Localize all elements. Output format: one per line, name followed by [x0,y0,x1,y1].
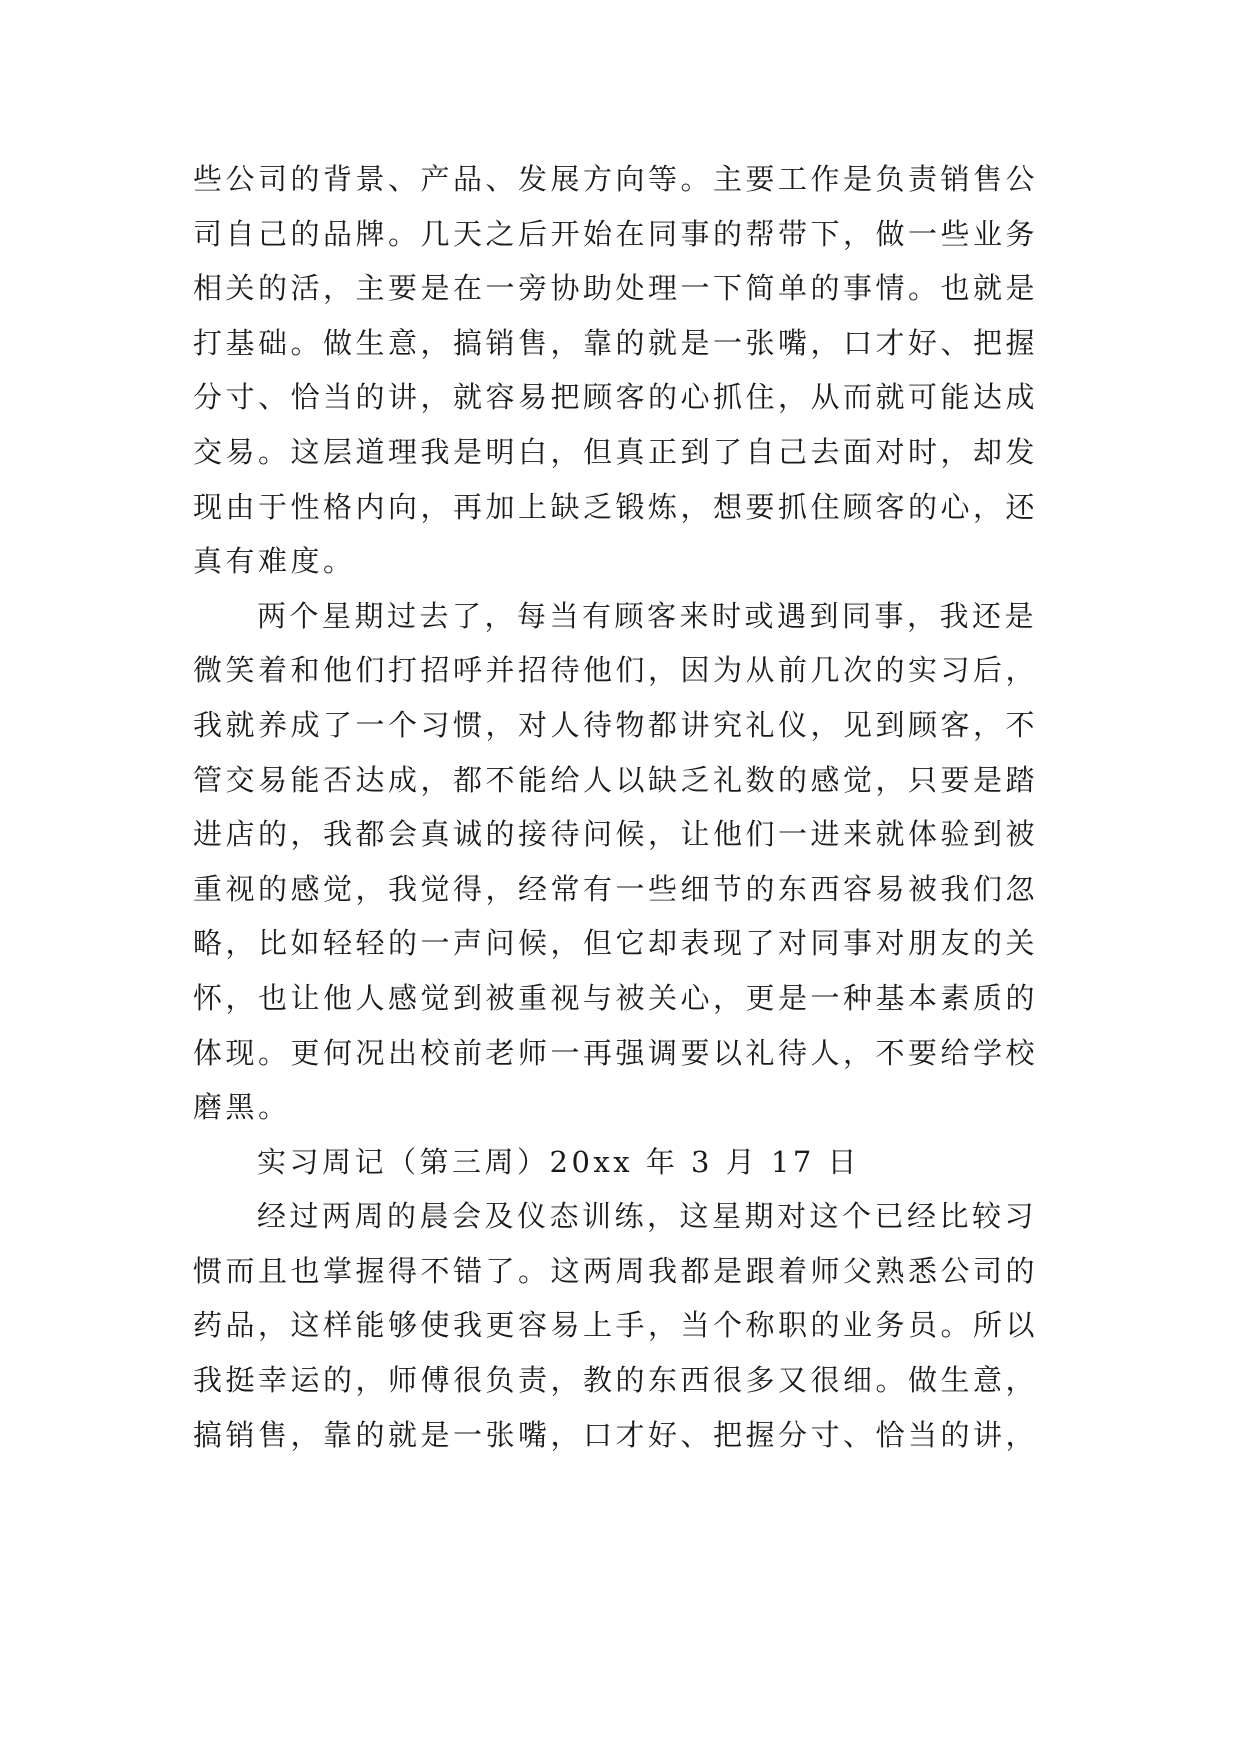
text-line: 打基础。做生意，搞销售，靠的就是一张嘴，口才好、把握 [193,325,1039,360]
text-line: 怀，也让他人感觉到被重视与被关心，更是一种基本素质的 [193,980,1039,1015]
text-line: 真有难度。 [193,544,356,579]
text-line: 司自己的品牌。几天之后开始在同事的帮带下，做一些业务 [193,216,1039,251]
text-line: 我就养成了一个习惯，对人待物都讲究礼仪，见到顾客，不 [193,707,1039,742]
paragraph-3 [193,1189,1063,1462]
text-line: 微笑着和他们打招呼并招待他们，因为从前几次的实习后， [193,653,1039,688]
text-line: 磨黑。 [193,1090,291,1125]
text-line: 进店的，我都会真诚的接待问候，让他们一进来就体验到被 [193,817,1039,852]
text-line: 些公司的背景、产品、发展方向等。主要工作是负责销售公 [193,162,1039,196]
heading-line: 实习周记（第三周）20xx 年 3 月 17 日 [257,1144,861,1179]
text-line: 管交易能否达成，都不能给人以缺乏礼数的感觉，只要是踏 [193,762,1039,797]
text-line: 惯而且也掌握得不错了。这两周我都是跟着师父熟悉公司的 [193,1253,1039,1288]
text-line: 药品，这样能够使我更容易上手，当个称职的业务员。所以 [193,1308,1039,1343]
text-line: 交易。这层道理我是明白，但真正到了自己去面对时，却发 [193,434,1039,469]
paragraph-2 [193,589,1063,1135]
text-line: 经过两周的晨会及仪态训练，这星期对这个已经比较习 [257,1199,1038,1234]
text-line: 重视的感觉，我觉得，经常有一些细节的东西容易被我们忽 [193,871,1039,906]
document-body [193,152,1063,1462]
text-line: 现由于性格内向，再加上缺乏锻炼，想要抓住顾客的心，还 [193,489,1039,524]
text-line: 略，比如轻轻的一声问候，但它却表现了对同事对朋友的关 [193,926,1039,961]
text-line: 体现。更何况出校前老师一再强调要以礼待人，不要给学校 [193,1035,1039,1070]
text-line: 分寸、恰当的讲，就容易把顾客的心抓住，从而就可能达成 [193,380,1039,415]
paragraph-1 [193,152,1063,589]
text-line: 两个星期过去了，每当有顾客来时或遇到同事，我还是 [257,598,1038,633]
text-line: 相关的活，主要是在一旁协助处理一下简单的事情。也就是 [193,271,1039,306]
text-line: 搞销售，靠的就是一张嘴，口才好、把握分寸、恰当的讲， [193,1417,1039,1452]
text-line: 我挺幸运的，师傅很负责，教的东西很多又很细。做生意， [193,1363,1039,1398]
section-heading [193,1135,1063,1190]
